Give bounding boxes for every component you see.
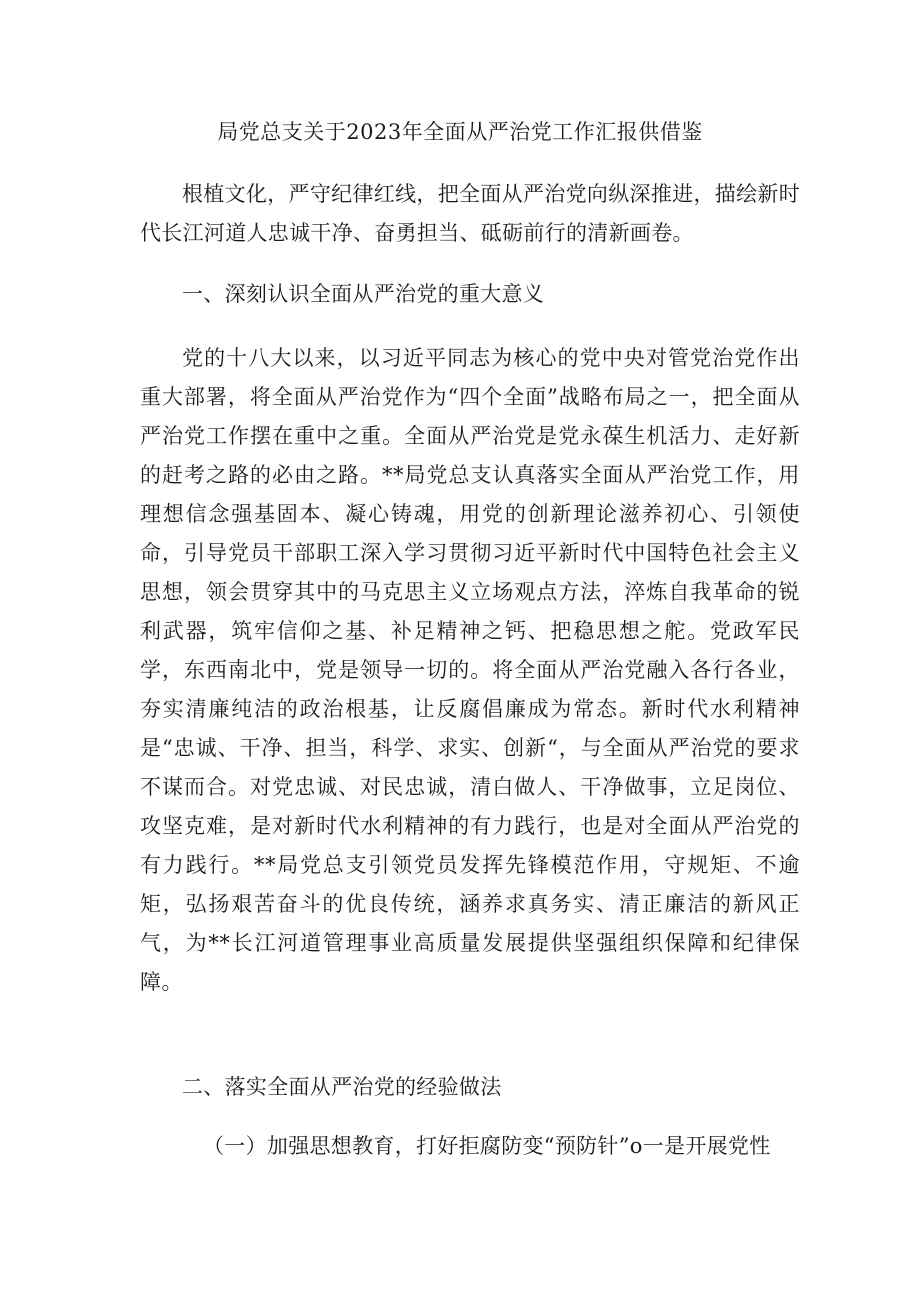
section-1-heading: 一、深刻认识全面从严治党的重大意义	[182, 282, 545, 306]
intro-paragraph: 根植文化，严守纪律红线，把全面从严治党向纵深推进，描绘新时代长江河道人忠诚干净、奋勇担当、砥砺前行的清新画卷。	[140, 182, 800, 245]
subsection-1-heading: （一）加强思想教育，打好拒腐防变“预防针”o一是开展党性	[203, 1134, 771, 1158]
section-1-body: 党的十八大以来，以习近平同志为核心的党中央对管党治党作出重大部署，将全面从严治党作为“四个全面”战略布局之一，把全面从严治党工作摆在重中之重。全面从严治党是党永葆生机活力、走好新的赶考之路的必由之路。**局党总支认真落实全面从严治党工作，用理想信念强基固本、凝心铸魂，用党的创新理论滋养初心、引领使命，引导党员干部职工深入学习贯彻习近平新时代中国特色社会主义思想，领会贯穿其中的马克思主义立场观点方法，淬炼自我革命的锐利武器，筑牢信仰之基、补足精神之钙、把稳思想之舵。党政军民学，东西南北中，党是领导一切的。将全面从严治党融入各行各业，夯实清廉纯洁的政治根基，让反腐倡廉成为常态。新时代水利精神是“忠诚、干净、担当，科学、求实、创新“，与全面从严治党的要求不谋而合。对党忠诚、对民忠诚，清白做人、干净做事，立足岗位、攻坚克难，是对新时代水利精神的有力践行，也是对全面从严治党的有力践行。**局党总支引领党员发挥先锋模范作用，守规矩、不逾矩，弘扬艰苦奋斗的优良传统，涵养求真务实、清正廉洁的新风正气，为**长江河道管理事业高质量发展提供坚强组织保障和纪律保障。	[140, 346, 800, 994]
document-title: 局党总支关于2023年全面从严治党工作汇报供借鉴	[217, 120, 703, 144]
section-2-heading: 二、落实全面从严治党的经验做法	[182, 1075, 502, 1099]
